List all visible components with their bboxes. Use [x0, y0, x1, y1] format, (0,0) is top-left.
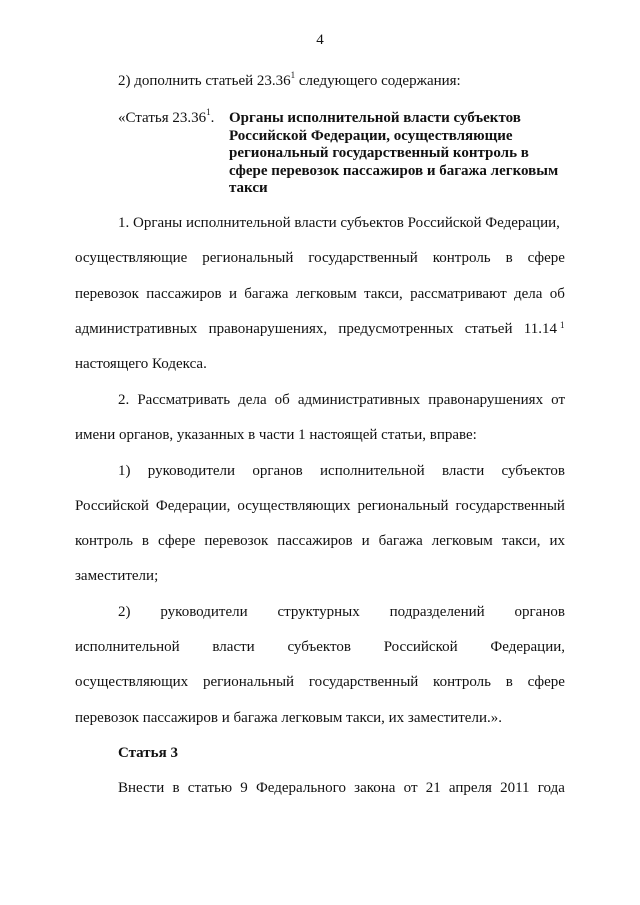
word: апреля — [448, 780, 492, 796]
word: сфере — [157, 533, 196, 549]
word: Федерации, — [155, 498, 231, 514]
list-item-1-line — [75, 497, 565, 515]
word: легковым — [295, 286, 357, 302]
word: года — [537, 780, 565, 796]
word: административных — [75, 321, 198, 337]
word: 2. — [118, 392, 130, 408]
paragraph-2-line: имени органов, указанных в части 1 настоящей статьи, вправе: — [75, 427, 477, 443]
article-title-line: сфере перевозок пассажиров и багажа легковым — [229, 163, 559, 179]
word: пассажиров — [146, 286, 222, 302]
word: пассажиров — [277, 533, 353, 549]
word: 21 — [425, 780, 441, 796]
page-number: 4 — [316, 32, 324, 48]
word: Российской — [383, 639, 458, 655]
word: дела — [513, 286, 543, 302]
paragraph-1-line: настоящего Кодекса. — [75, 356, 207, 372]
word: Внести — [118, 780, 165, 796]
paragraph-1-line — [75, 249, 565, 267]
list-item-2-line: перевозок пассажиров и багажа легковым такси, их заместители.». — [75, 710, 502, 726]
word: региональный — [357, 498, 449, 514]
word: структурных — [277, 604, 360, 620]
list-item-2-line — [75, 638, 565, 656]
article-heading-sup: 1 — [206, 107, 211, 117]
word: органов — [514, 604, 565, 620]
word: руководители — [147, 463, 236, 479]
word: государственный — [455, 498, 565, 514]
word: осуществляющих — [75, 674, 189, 690]
article-heading-label — [118, 109, 214, 127]
list-item-1-line — [118, 462, 565, 480]
paragraph-1-sup: 1 — [560, 320, 565, 330]
amendment-item-2-suffix: следующего содержания: — [295, 73, 461, 89]
list-item-2-line — [75, 673, 565, 691]
word: государственный — [308, 674, 419, 690]
word: региональный — [202, 674, 295, 690]
list-item-1-line — [75, 532, 565, 550]
article-title-line: такси — [229, 180, 268, 196]
word: в — [141, 533, 149, 549]
paragraph-1-line — [75, 285, 565, 303]
word: правонарушениях, — [208, 321, 328, 337]
article-title-line: Органы исполнительной власти субъектов — [229, 110, 521, 126]
word: об — [274, 392, 290, 408]
word: дела — [238, 392, 267, 408]
word: государственный — [308, 250, 418, 266]
paragraph-1-line — [75, 320, 557, 338]
word: административных — [297, 392, 421, 408]
word: 1) — [118, 463, 131, 479]
paragraph-2-line — [118, 391, 565, 409]
word: багажа — [244, 286, 289, 302]
word: власти — [441, 463, 485, 479]
word: субъектов — [501, 463, 565, 479]
word: такси, — [364, 286, 403, 302]
word: легковым — [431, 533, 493, 549]
article-3-line — [118, 779, 565, 797]
list-item-2-line — [118, 603, 565, 621]
word: перевозок — [75, 286, 139, 302]
word: контроль — [432, 250, 491, 266]
word: правонарушениях — [428, 392, 544, 408]
word: власти — [212, 639, 255, 655]
word: 2) — [118, 604, 131, 620]
word: осуществляющие — [75, 250, 188, 266]
word: Российской — [75, 498, 149, 514]
article-3-heading: Статья 3 — [118, 745, 178, 761]
word: органов — [252, 463, 303, 479]
word: в — [505, 674, 513, 690]
article-heading-dot: . — [210, 110, 215, 126]
word: рассматривают — [410, 286, 507, 302]
word: их — [549, 533, 565, 549]
paragraph-1-line: 1. Органы исполнительной власти субъектов Российской Федерации, — [118, 215, 560, 231]
article-heading-prefix: «Статья 23.36 — [118, 110, 207, 126]
word: контроль — [433, 674, 491, 690]
word: подразделений — [389, 604, 485, 620]
word: предусмотренных — [338, 321, 454, 337]
article-title-line: Российской Федерации, осуществляющие — [229, 128, 513, 144]
word: статьей — [464, 321, 513, 337]
amendment-item-2-text: 2) дополнить статьей 23.36 — [118, 73, 291, 89]
word: субъектов — [287, 639, 351, 655]
word: исполнительной — [75, 639, 180, 655]
word: и — [361, 533, 370, 549]
amendment-item-2 — [118, 72, 461, 90]
word: Федерального — [255, 780, 346, 796]
word: региональный — [202, 250, 294, 266]
amendment-item-2-sup: 1 — [290, 70, 296, 80]
word: в — [172, 780, 180, 796]
word: 11.14 — [523, 321, 557, 337]
word: сфере — [527, 674, 565, 690]
word: багажа — [378, 533, 423, 549]
word: перевозок — [204, 533, 269, 549]
word: исполнительной — [320, 463, 425, 479]
word: и — [228, 286, 237, 302]
word: от — [403, 780, 418, 796]
word: такси, — [501, 533, 541, 549]
article-title-line: региональный государственный контроль в — [229, 145, 529, 161]
word: руководители — [160, 604, 248, 620]
word: в — [505, 250, 513, 266]
word: контроль — [75, 533, 133, 549]
word: закона — [354, 780, 396, 796]
word: Рассматривать — [137, 392, 231, 408]
word: статью — [187, 780, 233, 796]
word: осуществляющих — [237, 498, 351, 514]
word: 2011 — [500, 780, 530, 796]
word: об — [549, 286, 565, 302]
word: 9 — [240, 780, 248, 796]
list-item-1-line: заместители; — [75, 568, 159, 584]
word: от — [551, 392, 565, 408]
word: сфере — [527, 250, 565, 266]
word: Федерации, — [490, 639, 565, 655]
